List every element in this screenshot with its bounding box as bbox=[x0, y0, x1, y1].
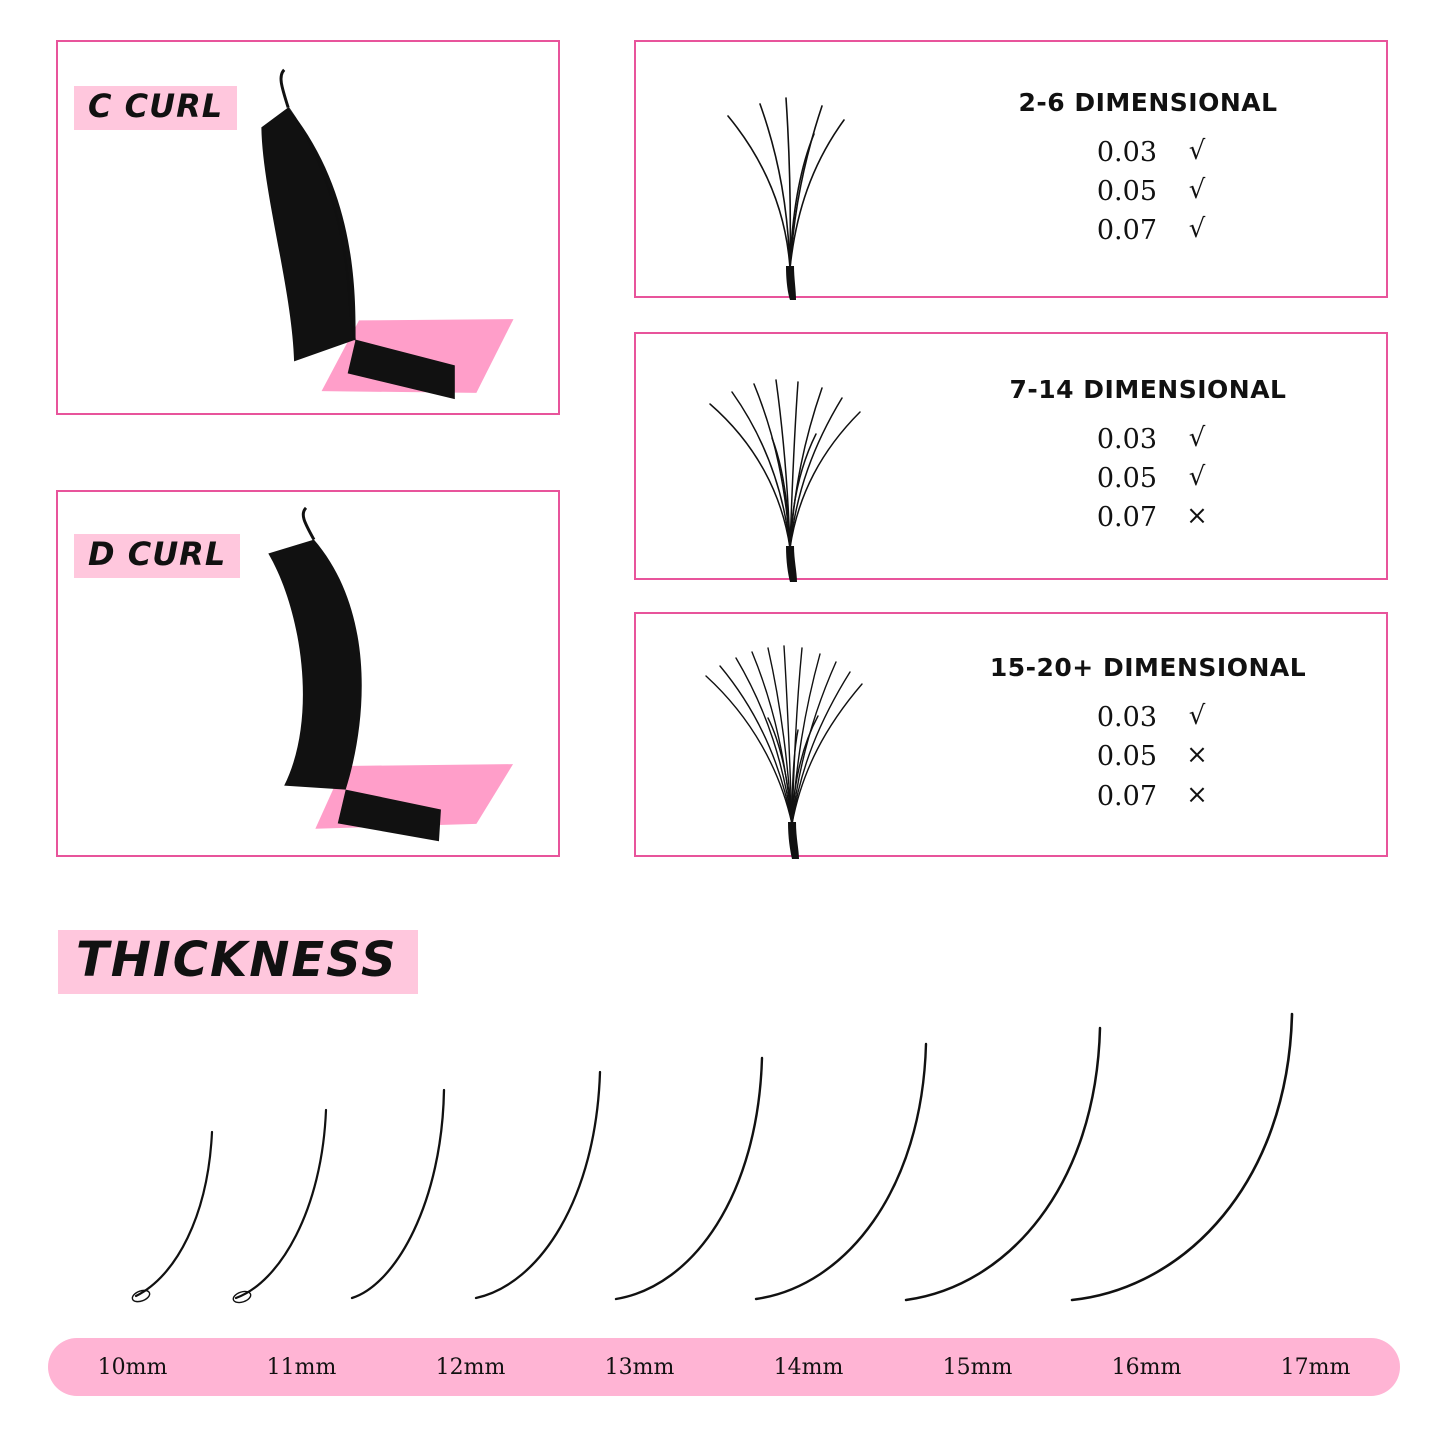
dimensional-info-2-6 bbox=[936, 88, 1386, 250]
thickness-value: 0.03 bbox=[1096, 136, 1157, 168]
availability-mark: √ bbox=[1188, 214, 1206, 245]
size-label-16mm: 16mm bbox=[1111, 1354, 1182, 1380]
c-curl-lash-illustration bbox=[58, 42, 558, 414]
thickness-lash-row bbox=[40, 980, 1420, 1325]
curl-panel-c bbox=[56, 40, 560, 415]
dimensional-row bbox=[1085, 698, 1211, 737]
dimensional-info-7-14 bbox=[936, 375, 1386, 537]
size-scale-bar bbox=[48, 1338, 1400, 1396]
size-label-12mm: 12mm bbox=[435, 1354, 506, 1380]
size-label-17mm: 17mm bbox=[1280, 1354, 1351, 1380]
curl-panel-d bbox=[56, 490, 560, 857]
size-label-13mm: 13mm bbox=[604, 1354, 675, 1380]
dimensional-panel-7-14 bbox=[634, 332, 1388, 580]
dimensional-row bbox=[1085, 459, 1211, 498]
dimensional-row bbox=[1085, 133, 1211, 172]
dimensional-panel-15-20 bbox=[634, 612, 1388, 857]
availability-mark: × bbox=[1186, 501, 1208, 532]
dimensional-rows bbox=[1085, 420, 1211, 537]
fan-illustration-2-6 bbox=[636, 42, 936, 296]
lash-17mm bbox=[1072, 1014, 1292, 1300]
curl-label-c: C CURL bbox=[74, 86, 237, 130]
dimensional-row bbox=[1085, 172, 1211, 211]
availability-mark: × bbox=[1186, 740, 1208, 771]
dimensional-info-15-20 bbox=[936, 653, 1386, 815]
dimensional-title: 2-6 DIMENSIONAL bbox=[1018, 87, 1278, 117]
availability-mark: √ bbox=[1188, 461, 1206, 492]
size-label-14mm: 14mm bbox=[773, 1354, 844, 1380]
lash-12mm bbox=[352, 1090, 444, 1298]
dimensional-row bbox=[1085, 420, 1211, 459]
lash-16mm bbox=[906, 1028, 1100, 1300]
thickness-section-label: THICKNESS bbox=[58, 930, 418, 994]
size-label-15mm: 15mm bbox=[942, 1354, 1013, 1380]
d-curl-lash-illustration bbox=[58, 492, 558, 856]
dimensional-rows bbox=[1085, 133, 1211, 250]
thickness-value: 0.07 bbox=[1096, 780, 1157, 812]
dimensional-row bbox=[1085, 211, 1211, 250]
thickness-value: 0.03 bbox=[1096, 423, 1157, 455]
fan-illustration-7-14 bbox=[636, 334, 936, 578]
size-label-11mm: 11mm bbox=[266, 1354, 337, 1380]
availability-mark: √ bbox=[1188, 174, 1206, 205]
fan-illustration-15-20 bbox=[636, 614, 936, 855]
availability-mark: √ bbox=[1188, 135, 1206, 166]
availability-mark: √ bbox=[1188, 422, 1206, 453]
lash-13mm bbox=[476, 1072, 600, 1298]
dimensional-row bbox=[1085, 777, 1211, 816]
dimensional-row bbox=[1085, 498, 1211, 537]
thickness-value: 0.03 bbox=[1096, 702, 1157, 734]
dimensional-panel-2-6 bbox=[634, 40, 1388, 298]
curl-label-d: D CURL bbox=[74, 534, 240, 578]
thickness-value: 0.05 bbox=[1096, 741, 1157, 773]
dimensional-rows bbox=[1085, 698, 1211, 815]
dimensional-row bbox=[1085, 737, 1211, 776]
availability-mark: √ bbox=[1188, 701, 1206, 732]
thickness-value: 0.07 bbox=[1096, 502, 1157, 534]
lash-10mm bbox=[136, 1132, 212, 1296]
lash-body-d bbox=[268, 540, 361, 790]
thickness-value: 0.05 bbox=[1096, 462, 1157, 494]
size-label-10mm: 10mm bbox=[97, 1354, 168, 1380]
thickness-value: 0.07 bbox=[1096, 215, 1157, 247]
lash-14mm bbox=[616, 1058, 762, 1299]
thickness-value: 0.05 bbox=[1096, 175, 1157, 207]
lash-11mm bbox=[236, 1110, 326, 1298]
lash-15mm bbox=[756, 1044, 926, 1299]
availability-mark: × bbox=[1186, 779, 1208, 810]
dimensional-title: 7-14 DIMENSIONAL bbox=[1009, 374, 1287, 404]
dimensional-title: 15-20+ DIMENSIONAL bbox=[989, 653, 1307, 683]
